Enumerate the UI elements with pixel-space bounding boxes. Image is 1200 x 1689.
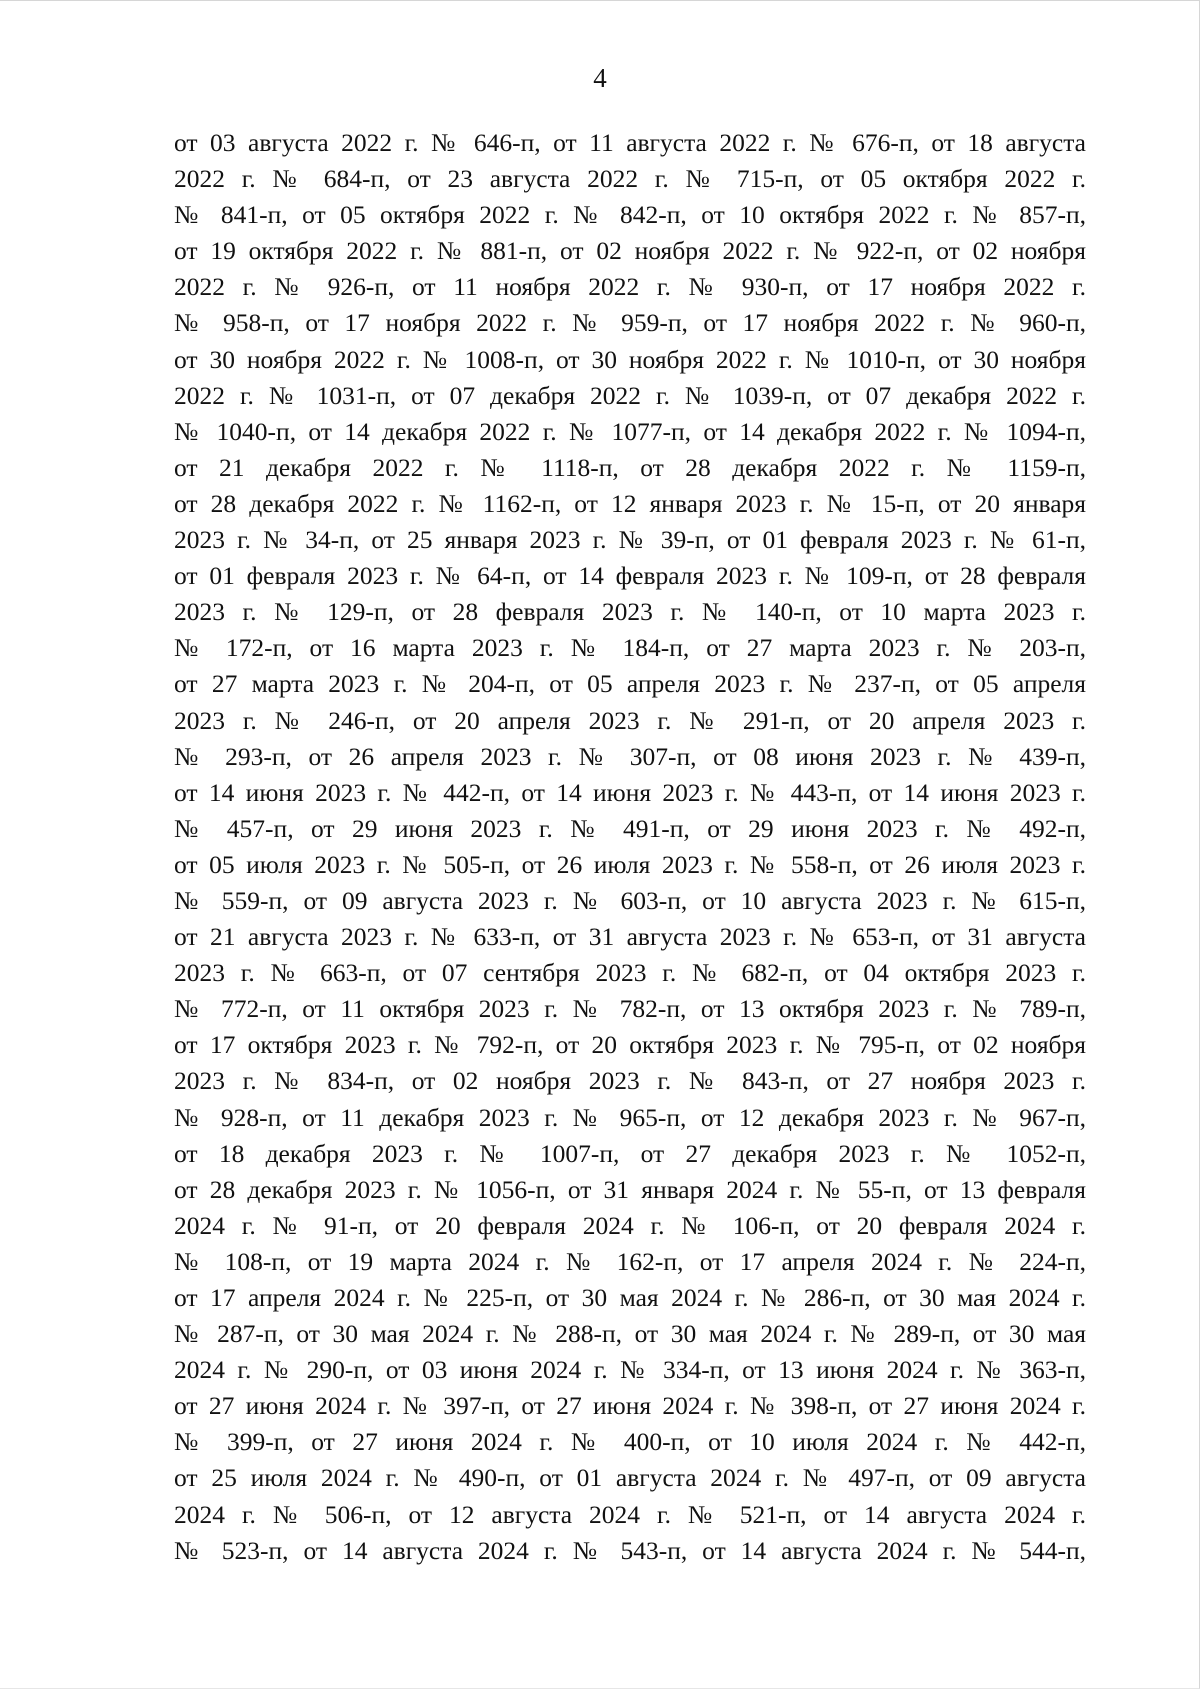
text-line: № 287-п, от 30 мая 2024 г. № 288-п, от 30 мая 2024 г. № 289-п, от 30 мая (174, 1319, 1086, 1349)
text-line: 2023 г. № 834-п, от 02 ноября 2023 г. № 843-п, от 27 ноября 2023 г. (174, 1066, 1086, 1096)
text-line: № 928-п, от 11 декабря 2023 г. № 965-п, от 12 декабря 2023 г. № 967-п, (174, 1102, 1086, 1132)
text-line: № 399-п, от 27 июня 2024 г. № 400-п, от 10 июля 2024 г. № 442-п, (174, 1427, 1086, 1457)
text-line: № 559-п, от 09 августа 2023 г. № 603-п, от 10 августа 2023 г. № 615-п, (174, 885, 1086, 915)
text-line: от 01 февраля 2023 г. № 64-п, от 14 февраля 2023 г. № 109-п, от 28 февраля (174, 561, 1086, 591)
text-line: от 25 июля 2024 г. № 490-п, от 01 августа 2024 г. № 497-п, от 09 августа (174, 1463, 1086, 1493)
text-line: № 523-п, от 14 августа 2024 г. № 543-п, от 14 августа 2024 г. № 544-п, (174, 1535, 1086, 1565)
text-line: № 772-п, от 11 октября 2023 г. № 782-п, от 13 октября 2023 г. № 789-п, (174, 994, 1086, 1024)
text-line: 2022 г. № 684-п, от 23 августа 2022 г. № 715-п, от 05 октября 2022 г. (174, 164, 1086, 194)
page-number: 4 (593, 63, 607, 93)
text-line: от 28 декабря 2023 г. № 1056-п, от 31 января 2024 г. № 55-п, от 13 февраля (174, 1174, 1086, 1204)
text-line: 2022 г. № 926-п, от 11 ноября 2022 г. № 930-п, от 17 ноября 2022 г. (174, 272, 1086, 302)
text-line: от 27 марта 2023 г. № 204-п, от 05 апреля 2023 г. № 237-п, от 05 апреля (174, 669, 1086, 699)
text-line: № 293-п, от 26 апреля 2023 г. № 307-п, от 08 июня 2023 г. № 439-п, (174, 741, 1086, 771)
text-line: № 841-п, от 05 октября 2022 г. № 842-п, от 10 октября 2022 г. № 857-п, (174, 200, 1086, 230)
text-line: 2024 г. № 506-п, от 12 августа 2024 г. № 521-п, от 14 августа 2024 г. (174, 1499, 1086, 1529)
text-line: 2024 г. № 91-п, от 20 февраля 2024 г. № 106-п, от 20 февраля 2024 г. (174, 1210, 1086, 1240)
text-line: от 30 ноября 2022 г. № 1008-п, от 30 ноября 2022 г. № 1010-п, от 30 ноября (174, 344, 1086, 374)
text-line: от 03 августа 2022 г. № 646-п, от 11 августа 2022 г. № 676-п, от 18 августа (174, 128, 1086, 157)
body-text (174, 125, 1086, 1569)
text-line: от 14 июня 2023 г. № 442-п, от 14 июня 2023 г. № 443-п, от 14 июня 2023 г. (174, 777, 1086, 807)
text-line: № 457-п, от 29 июня 2023 г. № 491-п, от 29 июня 2023 г. № 492-п, (174, 813, 1086, 843)
text-line: от 27 июня 2024 г. № 397-п, от 27 июня 2024 г. № 398-п, от 27 июня 2024 г. (174, 1391, 1086, 1421)
text-line: 2023 г. № 129-п, от 28 февраля 2023 г. № 140-п, от 10 марта 2023 г. (174, 597, 1086, 627)
text-line: № 1040-п, от 14 декабря 2022 г. № 1077-п, от 14 декабря 2022 г. № 1094-п, (174, 416, 1086, 446)
text-line: № 172-п, от 16 марта 2023 г. № 184-п, от 27 марта 2023 г. № 203-п, (174, 633, 1086, 663)
text-line: от 21 декабря 2022 г. № 1118-п, от 28 декабря 2022 г. № 1159-п, (174, 452, 1086, 482)
text-line: от 19 октября 2022 г. № 881-п, от 02 ноября 2022 г. № 922-п, от 02 ноября (174, 236, 1086, 266)
text-line: от 28 декабря 2022 г. № 1162-п, от 12 января 2023 г. № 15-п, от 20 января (174, 488, 1086, 518)
text-line: от 05 июля 2023 г. № 505-п, от 26 июля 2023 г. № 558-п, от 26 июля 2023 г. (174, 849, 1086, 879)
text-line: от 18 декабря 2023 г. № 1007-п, от 27 декабря 2023 г. № 1052-п, (174, 1138, 1086, 1168)
text-line: 2023 г. № 246-п, от 20 апреля 2023 г. № 291-п, от 20 апреля 2023 г. (174, 705, 1086, 735)
text-line: 2023 г. № 34-п, от 25 января 2023 г. № 39-п, от 01 февраля 2023 г. № 61-п, (174, 525, 1086, 555)
text-line: 2023 г. № 663-п, от 07 сентября 2023 г. № 682-п, от 04 октября 2023 г. (174, 958, 1086, 988)
text-line: от 17 октября 2023 г. № 792-п, от 20 октября 2023 г. № 795-п, от 02 ноября (174, 1030, 1086, 1060)
text-line: от 17 апреля 2024 г. № 225-п, от 30 мая 2024 г. № 286-п, от 30 мая 2024 г. (174, 1283, 1086, 1312)
text-line: 2022 г. № 1031-п, от 07 декабря 2022 г. № 1039-п, от 07 декабря 2022 г. (174, 380, 1086, 410)
text-line: 2024 г. № 290-п, от 03 июня 2024 г. № 334-п, от 13 июня 2024 г. № 363-п, (174, 1355, 1086, 1385)
text-line: № 958-п, от 17 ноября 2022 г. № 959-п, от 17 ноября 2022 г. № 960-п, (174, 308, 1086, 338)
text-line: № 108-п, от 19 марта 2024 г. № 162-п, от 17 апреля 2024 г. № 224-п, (174, 1246, 1086, 1276)
text-line: от 21 августа 2023 г. № 633-п, от 31 августа 2023 г. № 653-п, от 31 августа (174, 922, 1086, 952)
